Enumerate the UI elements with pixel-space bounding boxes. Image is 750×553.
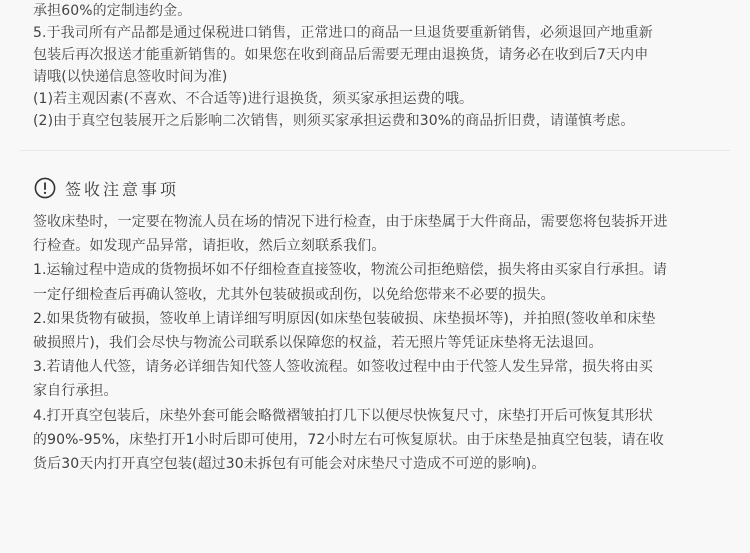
notice-line: 货后30天内打开真空包装(超过30未拆包有可能会对床垫尺寸造成不可逆的影响)。 bbox=[33, 456, 546, 473]
section-header bbox=[34, 176, 179, 200]
notice-line: 家自行承担。 bbox=[33, 383, 118, 400]
notice-line: 的90%-95%，床垫打开1小时后即可使用，72小时左右可恢复原状。由于床垫是抽真空包装，请在收 bbox=[33, 431, 664, 448]
return-policy-block bbox=[33, 0, 723, 132]
policy-line: 包装后再次报送才能重新销售的。如果您在收到商品后需要无理由退换货，请务必在收到后7天内申 bbox=[33, 47, 649, 63]
notice-line: 一定仔细检查后再确认签收，尤其外包装破损或刮伤，以免给您带来不必要的损失。 bbox=[33, 286, 555, 303]
policy-line: (1)若主观因素(不喜欢、不合适等)进行退换货，须买家承担运费的哦。 bbox=[33, 91, 474, 107]
notice-line: 2.如果货物有破损，签收单上请详细写明原因(如床垫包装破损、床垫损坏等)，并拍照(签收单和床垫 bbox=[33, 310, 656, 327]
policy-line: 承担60%的定制违约金。 bbox=[33, 3, 192, 19]
policy-line: 5.于我司所有产品都是通过保税进口销售，正常进口的商品一旦退货要重新销售，必须退回产地重新 bbox=[33, 25, 653, 41]
notice-line: 破损照片)，我们会尽快与物流公司联系以保障您的权益，若无照片等凭证床垫将无法退回。 bbox=[33, 335, 603, 352]
notice-line: 1.运输过程中造成的货物损坏如不仔细检查直接签收，物流公司拒绝赔偿，损失将由买家自行承担。请 bbox=[33, 262, 667, 279]
delivery-notice-block bbox=[33, 210, 723, 476]
exclamation-circle-icon bbox=[34, 177, 56, 199]
policy-line: 请哦(以快递信息签收时间为准) bbox=[33, 69, 228, 85]
notice-line: 4.打开真空包装后，床垫外套可能会略微褶皱拍打几下以便尽快恢复尺寸，床垫打开后可恢复其形状 bbox=[33, 407, 653, 424]
policy-line: (2)由于真空包装展开之后影响二次销售，则须买家承担运费和30%的商品折旧费，请谨慎考虑。 bbox=[33, 113, 635, 129]
notice-line: 3.若请他人代签，请务必详细告知代签人签收流程。如签收过程中由于代签人发生异常，损失将由买 bbox=[33, 359, 653, 376]
section-divider bbox=[20, 150, 730, 151]
notice-line: 签收床垫时，一定要在物流人员在场的情况下进行检查，由于床垫属于大件商品，需要您将包装拆开进 bbox=[33, 214, 668, 230]
section-title: 签收注意事项 bbox=[65, 179, 180, 199]
notice-line: 行检查。如发现产品异常，请拒收，然后立刻联系我们。 bbox=[33, 238, 386, 255]
